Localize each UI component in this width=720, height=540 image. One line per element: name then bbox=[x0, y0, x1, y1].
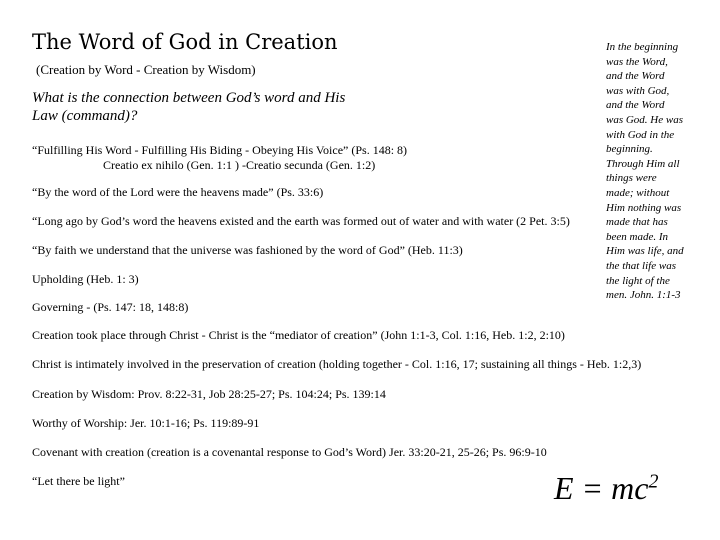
body-line-creatio: Creatio ex nihilo (Gen. 1:1 ) -Creatio secunda (Gen. 1:2) bbox=[103, 158, 376, 172]
sidebar-line: and the Word bbox=[606, 99, 665, 112]
body-line-mediator: Creation took place through Christ - Christ is the “mediator of creation” (John 1:1-3, Col. 1:16, Heb. 1:2, 2:10) bbox=[32, 328, 565, 342]
sidebar-line: In the beginning bbox=[606, 41, 679, 53]
sidebar-line: been made. In bbox=[606, 230, 669, 243]
sidebar-line: and the Word bbox=[606, 70, 665, 83]
body-line-hebrews-11: “By faith we understand that the universe was fashioned by the word of God” (Heb. 11:3) bbox=[32, 243, 463, 257]
sidebar-line: the that life was bbox=[606, 259, 676, 272]
body-line-let-there-be-light: “Let there be light” bbox=[32, 474, 125, 488]
sidebar-line: with God in the bbox=[606, 128, 675, 141]
sidebar-line: Him was life, and bbox=[606, 245, 684, 258]
sidebar-line: was the Word, bbox=[606, 55, 668, 68]
equation-base: E = mc bbox=[554, 470, 649, 506]
sidebar-line: was with God, bbox=[606, 84, 670, 97]
body-line-worship: Worthy of Worship: Jer. 10:1-16; Ps. 119:89-91 bbox=[32, 416, 260, 430]
body-line-wisdom: Creation by Wisdom: Prov. 8:22-31, Job 28:25-27; Ps. 104:24; Ps. 139:14 bbox=[32, 387, 386, 401]
body-line-psalm-148: “Fulfilling His Word - Fulfilling His Biding - Obeying His Voice” (Ps. 148: 8) bbox=[32, 143, 408, 157]
sidebar-line: things were bbox=[606, 172, 657, 185]
equation-exponent: 2 bbox=[648, 470, 659, 493]
sidebar-line: was God. He was bbox=[606, 113, 684, 126]
sidebar-line: the light of the bbox=[606, 274, 670, 287]
slide-subtitle: (Creation by Word - Creation by Wisdom) bbox=[36, 62, 256, 77]
sidebar-line: men. John. 1:1-3 bbox=[606, 289, 681, 302]
body-line-upholding: Upholding (Heb. 1: 3) bbox=[32, 272, 139, 286]
question-heading: What is the connection between God’s word and His Law (command)? bbox=[32, 90, 346, 124]
equation-e-mc2 bbox=[554, 470, 658, 507]
slide-title: The Word of God in Creation bbox=[32, 30, 338, 54]
sidebar-line: Through Him all bbox=[606, 157, 680, 170]
sidebar-line: beginning. bbox=[606, 143, 653, 156]
body-line-covenant: Covenant with creation (creation is a covenantal response to God’s Word) Jer. 33:20-21, 25-26; Ps. 96:9-10 bbox=[32, 445, 547, 459]
body-line-preservation: Christ is intimately involved in the preservation of creation (holding together - Col. 1:16, 17; sustaining all things - Heb. 1:2,3) bbox=[32, 357, 642, 371]
sidebar-line: Him nothing was bbox=[606, 201, 682, 214]
body-line-psalm-33: “By the word of the Lord were the heavens made” (Ps. 33:6) bbox=[32, 185, 324, 199]
john-quote-sidebar bbox=[606, 40, 706, 303]
body-line-governing: Governing - (Ps. 147: 18, 148:8) bbox=[32, 300, 189, 314]
body-line-2-peter: “Long ago by God’s word the heavens existed and the earth was formed out of water and with water (2 Pet. 3:5) bbox=[32, 214, 570, 228]
sidebar-line: made that has bbox=[606, 216, 668, 229]
sidebar-line: made; without bbox=[606, 186, 670, 199]
